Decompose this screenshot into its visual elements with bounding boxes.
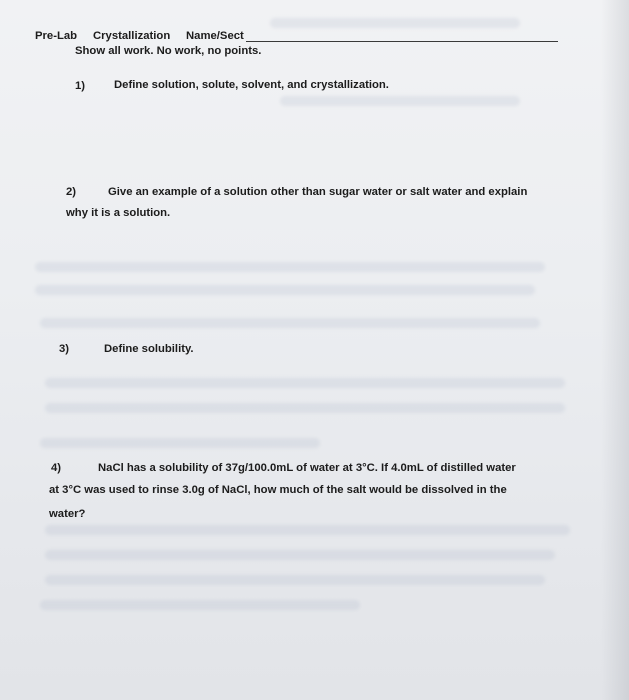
bleed-through — [280, 96, 520, 106]
question-4-text-line2: at 3°C was used to rinse 3.0g of NaCl, how much of the salt would be dissolved in the — [49, 484, 507, 496]
bleed-through — [45, 378, 565, 388]
name-section-field[interactable] — [246, 41, 558, 42]
question-4-text-line1: NaCl has a solubility of 37g/100.0mL of water at 3°C. If 4.0mL of distilled water — [98, 462, 516, 474]
bleed-through — [35, 262, 545, 272]
question-3-text: Define solubility. — [104, 343, 194, 355]
question-2-number: 2) — [66, 186, 77, 198]
name-section-label: Name/Sect — [186, 30, 244, 42]
bleed-through — [45, 550, 555, 560]
question-1-text: Define solution, solute, solvent, and crystallization. — [114, 79, 389, 91]
question-3-number: 3) — [59, 343, 70, 355]
question-1-number: 1) — [75, 80, 86, 92]
question-2-text-line1: Give an example of a solution other than sugar water or salt water and explain — [108, 186, 528, 198]
bleed-through — [45, 575, 545, 585]
page-edge-shadow — [601, 0, 629, 700]
bleed-through — [35, 285, 535, 295]
question-4-number: 4) — [51, 462, 62, 474]
bleed-through — [45, 525, 570, 535]
question-4-text-line3: water? — [49, 508, 86, 520]
bleed-through — [40, 318, 540, 328]
bleed-through — [40, 600, 360, 610]
bleed-through — [270, 18, 520, 28]
question-2-text-line2: why it is a solution. — [66, 207, 171, 219]
prelab-label: Pre-Lab — [35, 30, 78, 42]
lab-title: Crystallization — [93, 30, 171, 42]
bleed-through — [40, 438, 320, 448]
bleed-through — [45, 403, 565, 413]
instruction-text: Show all work. No work, no points. — [75, 45, 262, 57]
